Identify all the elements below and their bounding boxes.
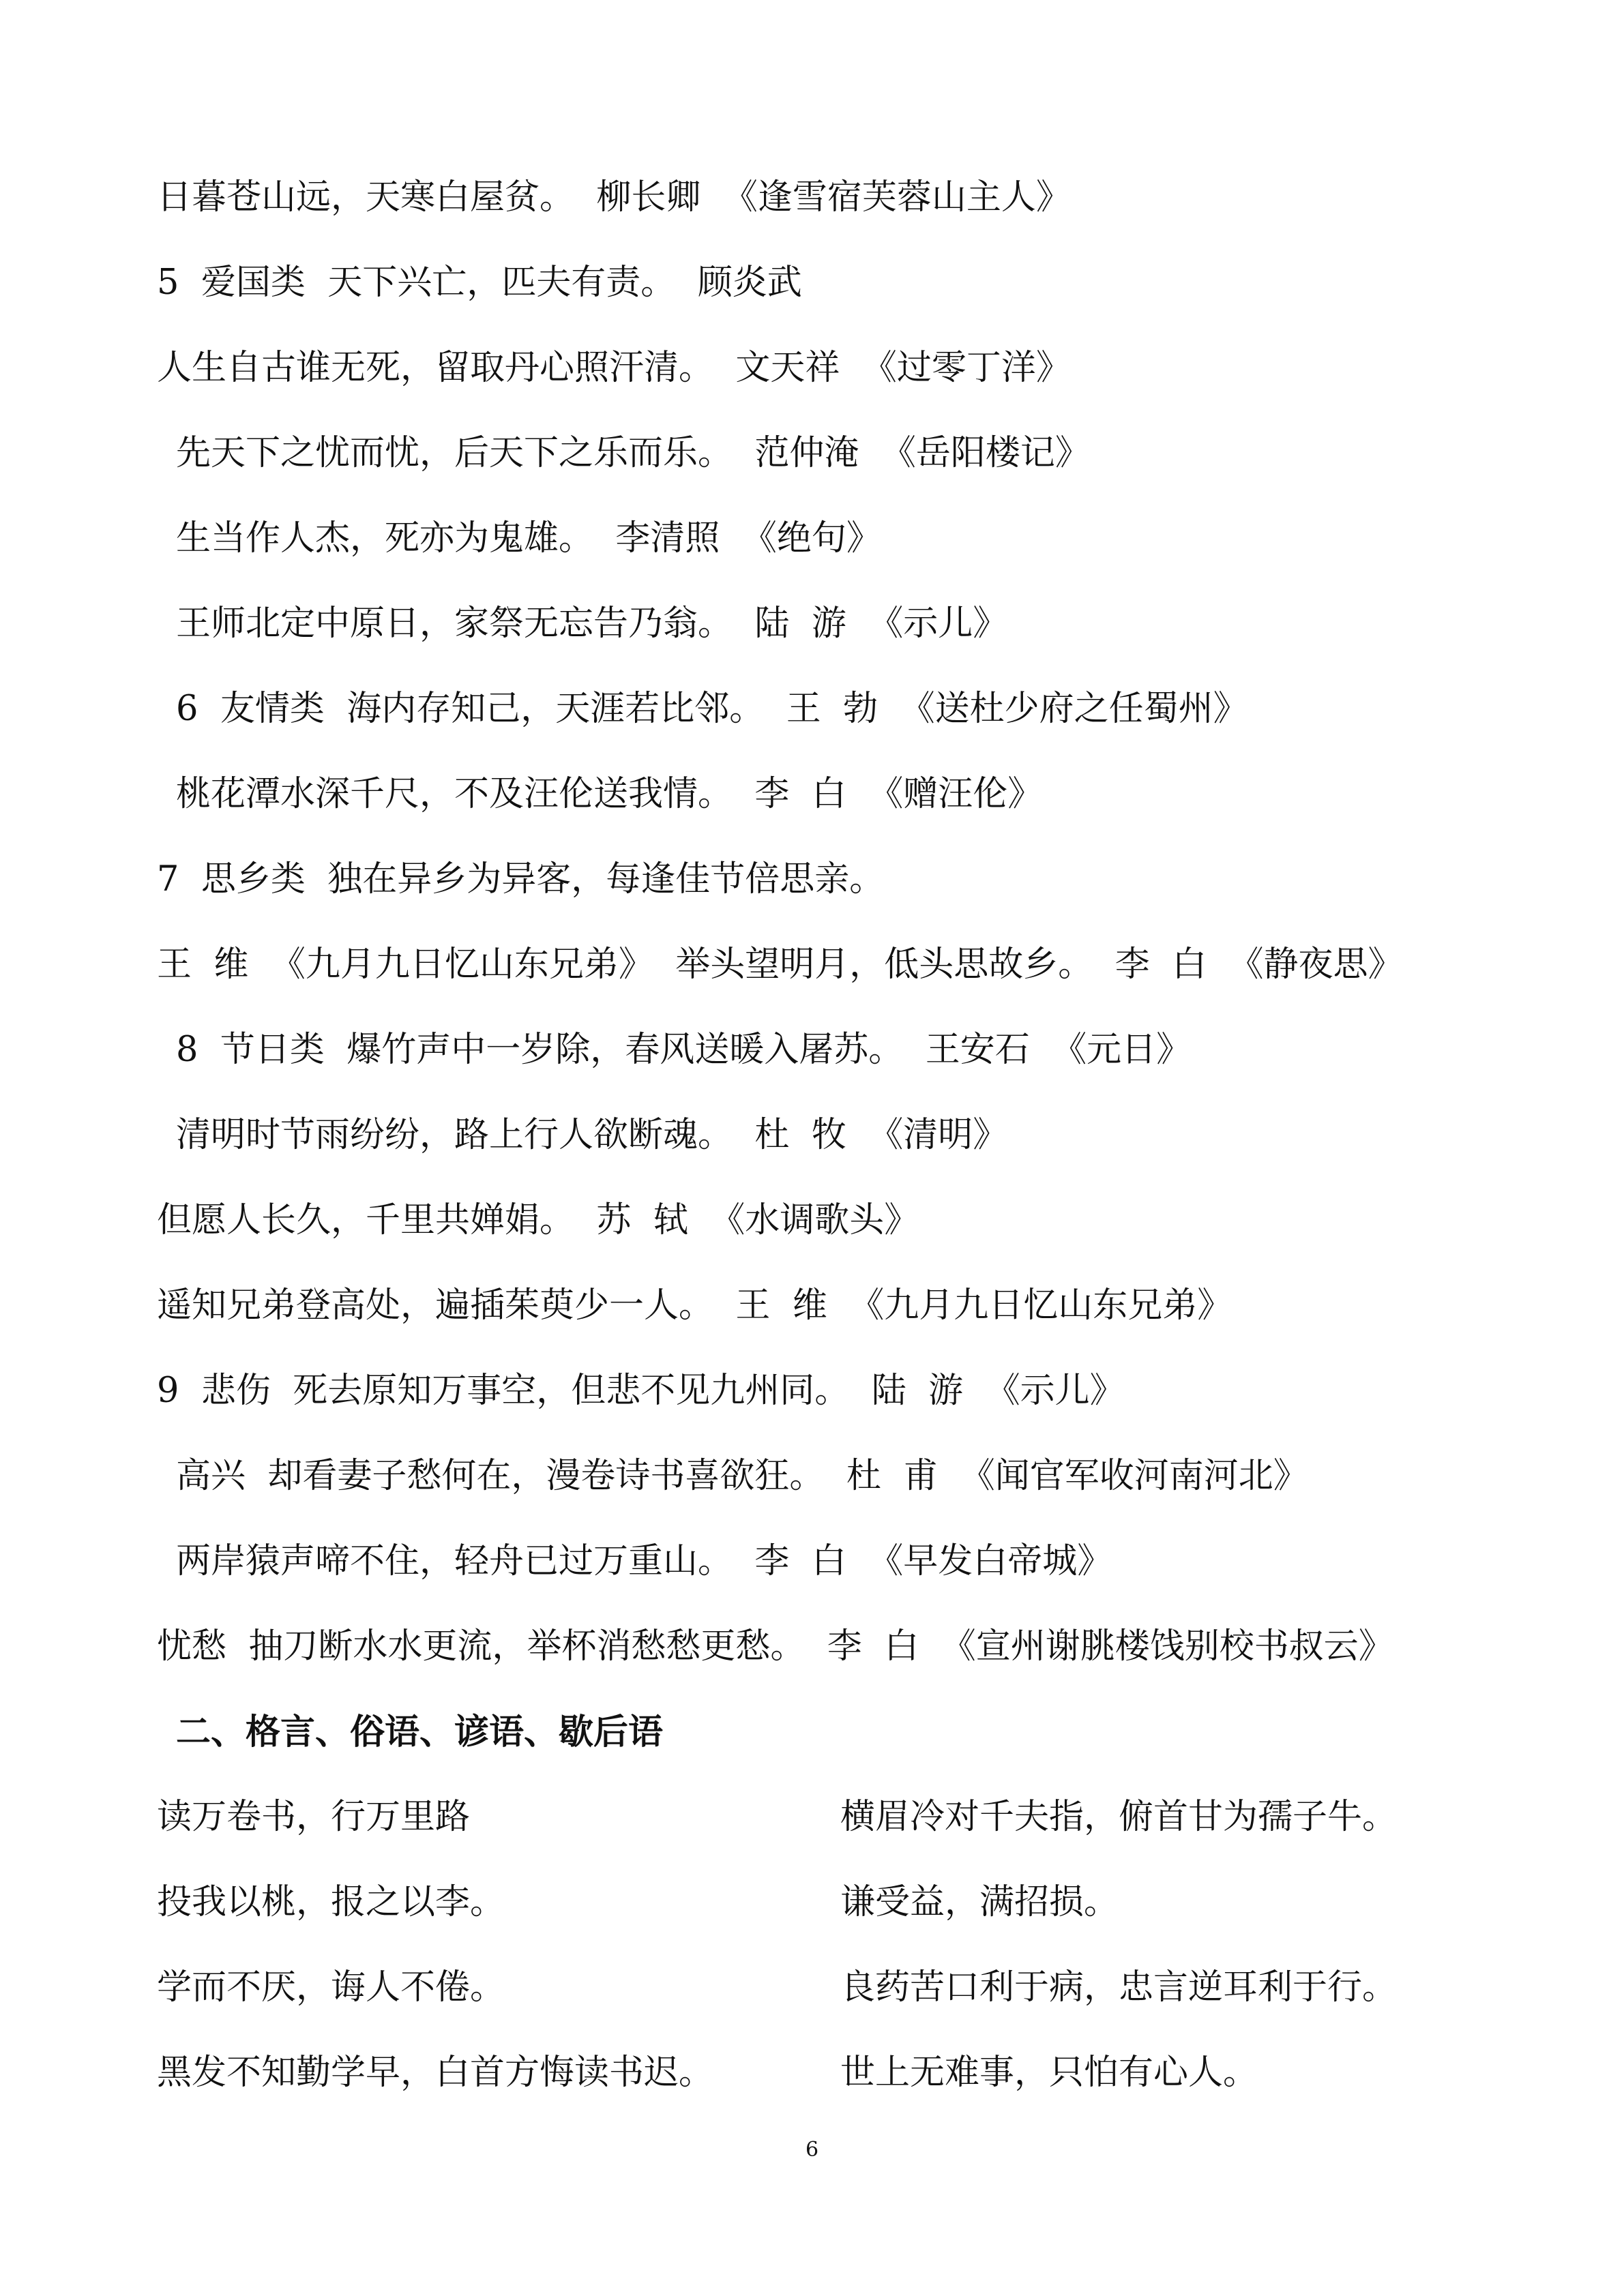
saying-right: 谦受益，满招损。: [840, 1882, 1119, 1922]
text-line: 9 悲伤 死去原知万事空，但悲不见九州同。 陆 游 《示儿》: [157, 1371, 1125, 1411]
saying-left: 读万卷书，行万里路: [157, 1797, 471, 1837]
text-line: 桃花潭水深千尺，不及汪伦送我情。 李 白 《赠汪伦》: [176, 774, 1043, 814]
text-line: 遥知兄弟登高处，遍插茱萸少一人。 王 维 《九月九日忆山东兄弟》: [157, 1285, 1232, 1326]
text-line: 忧愁 抽刀断水水更流，举杯消愁愁更愁。 李 白 《宣州谢朓楼饯别校书叔云》: [157, 1626, 1393, 1667]
text-line: 但愿人长久，千里共婵娟。 苏 轼 《水调歌头》: [157, 1200, 919, 1240]
saying-right: 横眉冷对千夫指，俯首甘为孺子牛。: [840, 1797, 1398, 1837]
section-heading: 二、格言、俗语、谚语、歇后语: [176, 1712, 664, 1753]
text-line: 王 维 《九月九日忆山东兄弟》 举头望明月，低头思故乡。 李 白 《静夜思》: [157, 944, 1403, 985]
text-line: 7 思乡类 独在异乡为异客，每逢佳节倍思亲。: [157, 859, 885, 899]
text-line: 日暮苍山远，天寒白屋贫。 柳长卿 《逢雪宿芙蓉山主人》: [157, 177, 1071, 218]
saying-left: 学而不厌，诲人不倦。: [157, 1967, 505, 2008]
text-line: 人生自古谁无死，留取丹心照汗清。 文天祥 《过零丁洋》: [157, 348, 1071, 388]
text-line: 5 爱国类 天下兴亡，匹夫有责。 顾炎武: [157, 263, 802, 303]
text-line: 8 节日类 爆竹声中一岁除，春风送暖入屠苏。 王安石 《元日》: [176, 1030, 1192, 1070]
saying-left: 黑发不知勤学早，白首方悔读书迟。: [157, 2053, 714, 2093]
text-line: 清明时节雨纷纷，路上行人欲断魂。 杜 牧 《清明》: [176, 1115, 1008, 1155]
saying-right: 世上无难事，只怕有心人。: [840, 2053, 1258, 2093]
text-line: 两岸猿声啼不住，轻舟已过万重山。 李 白 《早发白帝城》: [176, 1541, 1112, 1581]
saying-left: 投我以桃，报之以李。: [157, 1882, 505, 1922]
text-line: 高兴 却看妻子愁何在，漫卷诗书喜欲狂。 杜 甫 《闻官军收河南河北》: [176, 1456, 1308, 1496]
saying-right: 良药苦口利于病，忠言逆耳利于行。: [840, 1967, 1398, 2008]
text-line: 王师北定中原日，家祭无忘告乃翁。 陆 游 《示儿》: [176, 603, 1008, 644]
text-line: 6 友情类 海内存知己，天涯若比邻。 王 勃 《送杜少府之任蜀州》: [176, 689, 1248, 729]
page-number: 6: [805, 2138, 819, 2162]
text-line: 先天下之忧而忧，后天下之乐而乐。 范仲淹 《岳阳楼记》: [176, 433, 1090, 473]
text-line: 生当作人杰，死亦为鬼雄。 李清照 《绝句》: [176, 518, 881, 558]
